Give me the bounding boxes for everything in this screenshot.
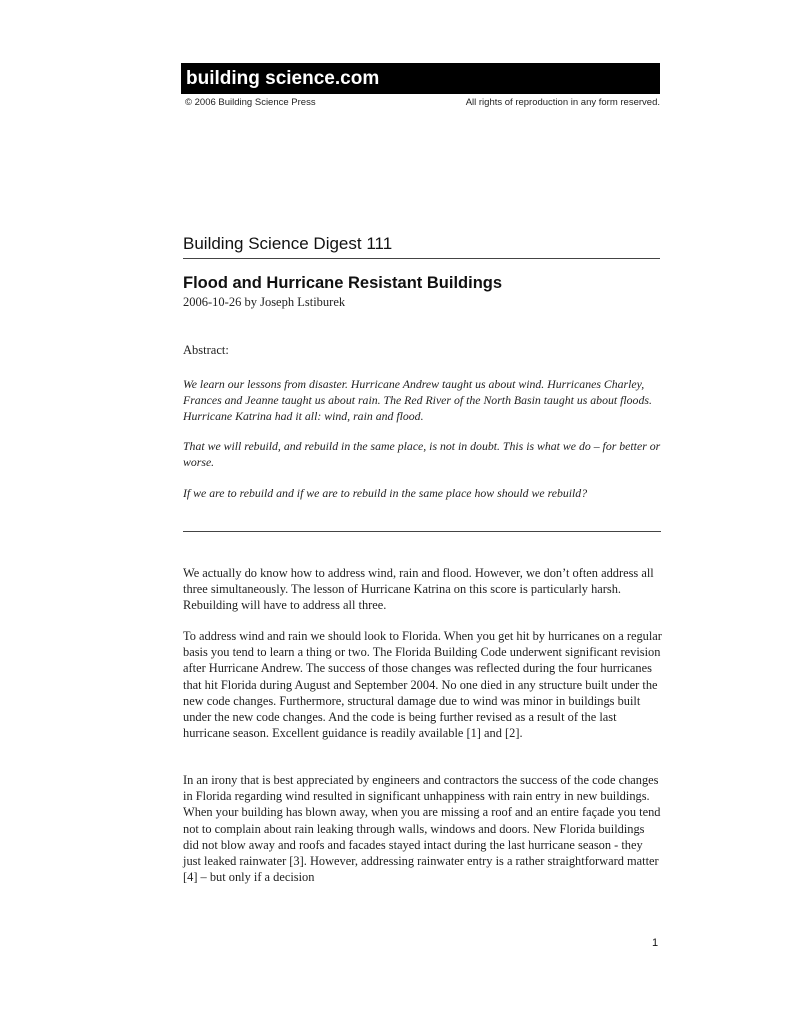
digest-heading: Building Science Digest 111 xyxy=(183,234,660,259)
body-paragraph: In an irony that is best appreciated by engineers and contractors the success of the code changes in Florida regarding wind resulted in significant unhappiness with rain entry in new buildings. When your building has blown away, when you are missing a roof and an entire façade you tend not to complain about rain leaking through walls, windows and doors. New Florida buildings did not blow away and roofs and facades stayed intact during the last hurricane season - they just leaked rainwater [3]. However, addressing rainwater entry is a rather straightforward matter [4] – but only if a decision xyxy=(183,773,661,885)
abstract-paragraph: If we are to rebuild and if we are to rebuild in the same place how should we rebuild? xyxy=(183,486,588,500)
body-paragraph: We actually do know how to address wind, rain and flood. However, we don’t often address all three simultaneously. The lesson of Hurricane Katrina on this score is particularly harsh. Rebuilding will have to address all three. xyxy=(183,566,654,613)
section-divider xyxy=(183,531,661,532)
byline: 2006-10-26 by Joseph Lstiburek xyxy=(183,295,346,309)
body-paragraph: To address wind and rain we should look to Florida. When you get hit by hurricanes on a regular basis you tend to learn a thing or two. The Florida Building Code underwent significant revision after Hurricane Andrew. The success of those changes was reflected during the four hurricanes that hit Florida during August and September 2004. No one died in any structure built under the new code changes. Furthermore, structural damage due to wind was minor in buildings built under the new code changes. And the code is being further revised as a result of the last hurricane season. Excellent guidance is readily available [1] and [2]. xyxy=(183,629,662,741)
article-title: Flood and Hurricane Resistant Buildings xyxy=(183,274,503,292)
abstract-paragraph: That we will rebuild, and rebuild in the same place, is not in doubt. This is what we do – for better or worse. xyxy=(183,439,661,469)
abstract-paragraph: We learn our lessons from disaster. Hurricane Andrew taught us about wind. Hurricanes Charley, Frances and Jeanne taught us about rain. The Red River of the North Basin taught us about floods. Hurricane Katrina had it all: wind, rain and flood. xyxy=(183,377,652,423)
abstract-label: Abstract: xyxy=(183,343,229,357)
page-number: 1 xyxy=(652,937,659,949)
site-banner: building science.com xyxy=(181,63,660,94)
copyright-text: © 2006 Building Science Press xyxy=(185,97,316,108)
rights-text: All rights of reproduction in any form reserved. xyxy=(465,97,660,108)
